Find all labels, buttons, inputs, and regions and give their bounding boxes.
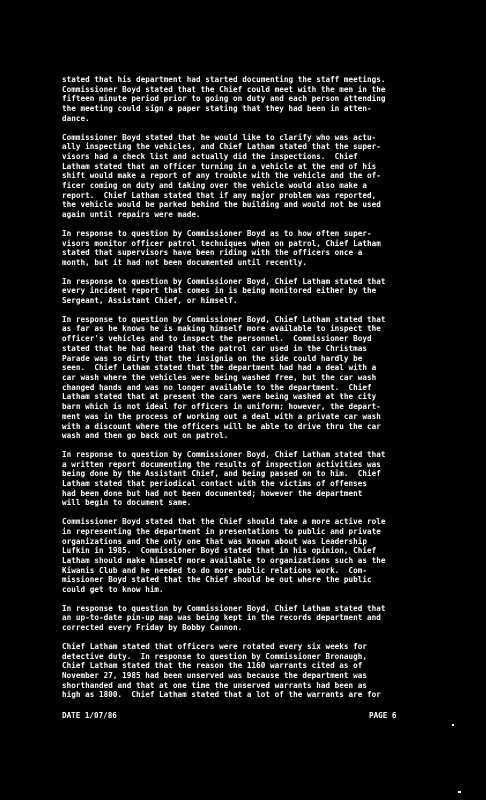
text-line: missioner Boyd stated that the Chief should be out where the public xyxy=(62,575,372,585)
text-line: car wash where the vehicles were being washed free, but the car wash xyxy=(62,372,377,382)
text-line: Latham stated that an officer turning in a vehicle at the end of his xyxy=(62,161,377,171)
text-line: Lufkin in 1985. Commissioner Boyd stated that in his opinion, Chief xyxy=(62,546,377,556)
text-line: Commissioner Boyd stated that the Chief should take a more active role xyxy=(62,517,386,527)
text-line: seen. Chief Latham stated that the department had had a deal with a xyxy=(62,363,377,373)
text-line: organizations and the only one that was known about was Leadership xyxy=(62,536,368,546)
text-line: In response to question by Commissioner Boyd, Chief Latham stated that xyxy=(62,314,386,324)
footer-page-number: PAGE 6 xyxy=(369,711,397,720)
scan-speck xyxy=(452,724,454,726)
text-line: with a discount where the officers will be able to drive thru the car xyxy=(62,421,381,431)
text-line: ment was in the process of working out a deal with a private car wash xyxy=(62,411,381,421)
text-line: the vehicle would be parked behind the building and would not be used xyxy=(62,200,381,210)
paragraph xyxy=(62,75,464,124)
text-line: could get to know him. xyxy=(62,585,164,595)
text-line: Latham stated that periodical contact with the victims of offenses xyxy=(62,479,368,489)
text-line: Commissioner Boyd stated that the Chief could meet with the men in the xyxy=(62,84,386,94)
text-line: wash and then go back out on patrol. xyxy=(62,431,229,441)
text-line: Commissioner Boyd stated that he would like to clarify who was actu- xyxy=(62,132,377,142)
text-line: Chief Latham stated that the reason the 1160 warrants cited as of xyxy=(62,661,363,671)
paragraph xyxy=(62,315,464,441)
paragraph xyxy=(62,450,464,508)
scan-speck xyxy=(458,791,461,793)
text-line: changed hands and was no longer available to the department. Chief xyxy=(62,382,372,392)
text-line: In response to question by Commissioner Boyd as to how often super- xyxy=(62,228,372,238)
paragraph xyxy=(62,642,464,700)
text-line: dance. xyxy=(62,113,90,123)
text-line: fifteen minute period prior to going on duty and each person attending xyxy=(62,94,386,104)
text-line: officer's vehicles and to inspect the personnel. Commissioner Boyd xyxy=(62,334,372,344)
text-line: ally inspecting the vehicles, and Chief Latham stated that the super- xyxy=(62,142,381,152)
paragraph xyxy=(62,229,464,268)
text-line: stated that he had heard that the patrol car used in the Christmas xyxy=(62,343,368,353)
text-line: shift would make a report of any trouble with the vehicle and the of- xyxy=(62,171,381,181)
text-line: In response to question by Commissioner Boyd, Chief Latham stated that xyxy=(62,276,386,286)
text-line: month, but it had not been documented until recently. xyxy=(62,257,307,267)
text-line: as far as he knows he is making himself more available to inspect the xyxy=(62,324,381,334)
paragraph xyxy=(62,517,464,595)
text-line: Latham stated that at present the cars were being washed at the city xyxy=(62,392,377,402)
text-line: the meeting could sign a paper stating that they had been in atten- xyxy=(62,104,372,114)
text-line: visors had a check list and actually did the inspections. Chief xyxy=(62,151,358,161)
paragraph xyxy=(62,277,464,306)
footer-date: DATE 1/07/86 xyxy=(62,711,117,720)
paragraph xyxy=(62,133,464,220)
text-line: Latham should make himself more available to organizations such as the xyxy=(62,555,386,565)
text-line: will begin to document same. xyxy=(62,498,192,508)
text-line: detective duty. In response to question by Commissioner Bronaugh, xyxy=(62,651,368,661)
text-line: In response to question by Commissioner Boyd, Chief Latham stated that xyxy=(62,449,386,459)
text-line: stated that his department had started documenting the staff meetings. xyxy=(62,75,386,84)
text-line: report. Chief Latham stated that if any major problem was reported, xyxy=(62,190,377,200)
text-line: a written report documenting the results of inspection activities was xyxy=(62,459,381,469)
text-line: every incident report that comes in is being monitored either by the xyxy=(62,286,377,296)
text-line: shorthanded and that at one time the unserved warrants had been as xyxy=(62,680,368,690)
text-line: Sergeant, Assistant Chief, or himself. xyxy=(62,296,238,306)
text-line: had been done but had not been documented; however the department xyxy=(62,488,363,498)
text-line: again until repairs were made. xyxy=(62,210,201,220)
paragraph xyxy=(62,604,464,633)
text-line: Parade was so dirty that the insignia on the side could hardly be xyxy=(62,353,363,363)
text-line: being done by the Assistant Chief, and being passed on to him. Chief xyxy=(62,469,381,479)
text-line: visors monitor officer patrol techniques when on patrol, Chief Latham xyxy=(62,238,381,248)
text-line: an up-to-date pin-up map was being kept in the records department and xyxy=(62,613,381,623)
text-line: high as 1800. Chief Latham stated that a lot of the warrants are for xyxy=(62,690,381,700)
text-line: November 27, 1985 had been unserved was because the department was xyxy=(62,670,368,680)
text-line: ficer coming on duty and taking over the vehicle would also make a xyxy=(62,181,368,191)
text-line: Kiwanis Club and he needed to do more public relations work. Com- xyxy=(62,565,368,575)
text-line: in representing the department in presentations to public and private xyxy=(62,526,381,536)
text-line: barn which is not ideal for officers in uniform; however, the depart- xyxy=(62,402,381,412)
text-line: corrected every Friday by Bobby Cannon. xyxy=(62,623,243,633)
text-line: In response to question by Commissioner Boyd, Chief Latham stated that xyxy=(62,603,386,613)
text-line: stated that supervisors have been riding with the officers once a xyxy=(62,248,363,258)
minutes-body-text xyxy=(62,75,464,709)
text-line: Chief Latham stated that officers were rotated every six weeks for xyxy=(62,641,368,651)
